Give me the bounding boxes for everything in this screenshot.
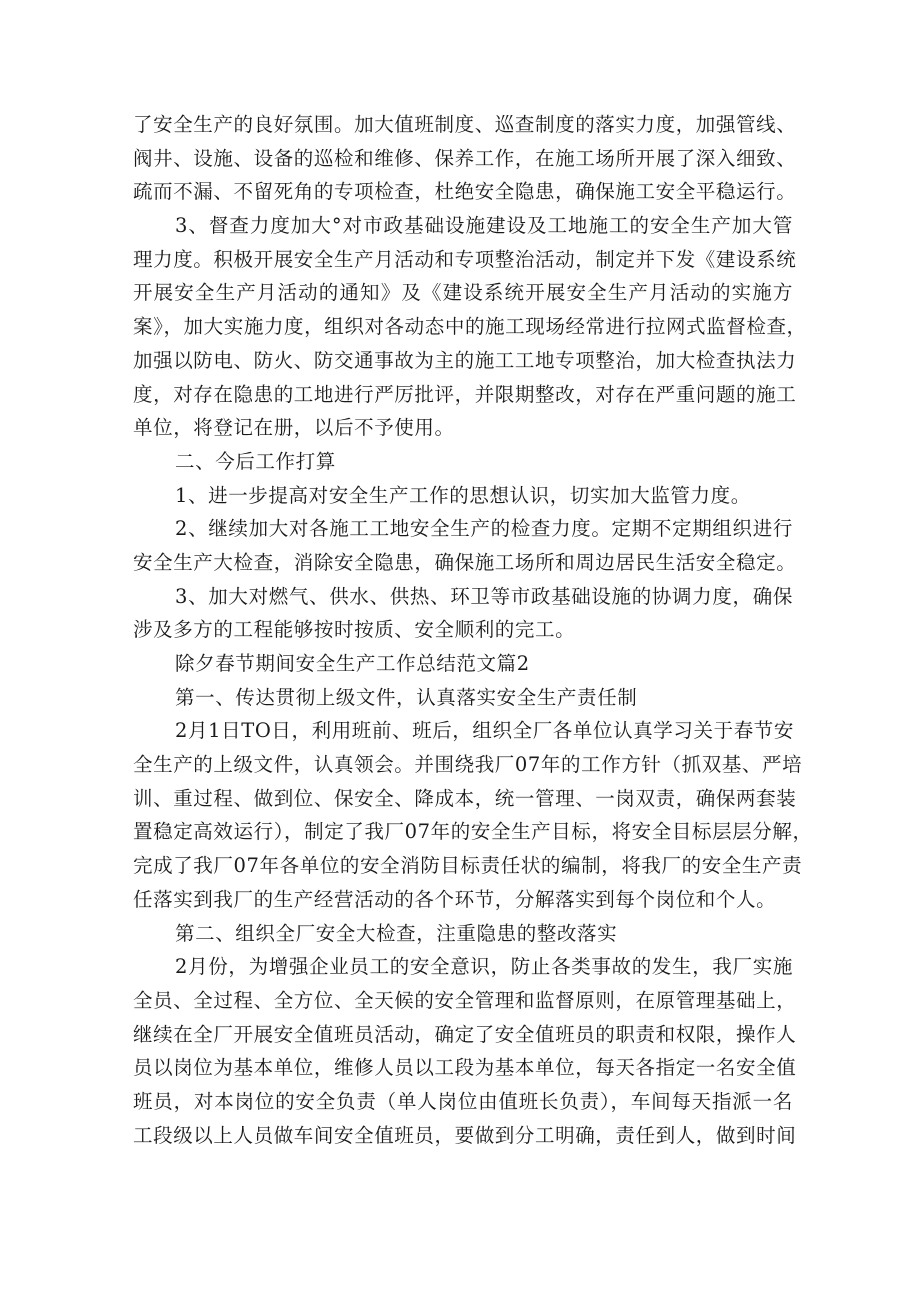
- text-line: 度，对存在隐患的工地进行严厉批评，并限期整改，对存在严重问题的施工: [133, 382, 797, 406]
- text-line: 案》，加大实施力度，组织对各动态中的施工现场经常进行拉网式监督检查，: [133, 315, 807, 339]
- text-line: 2月1日TO日，利用班前、班后，组织全厂各单位认真学习关于春节安: [175, 719, 795, 743]
- text-line: 安全生产大检查，消除安全隐患，确保施工场所和周边居民生活安全稳定。: [133, 550, 797, 574]
- text-line: 工段级以上人员做车间安全值班员，要做到分工明确，责任到人，做到时间: [133, 1123, 797, 1147]
- text-line: 疏而不漏、不留死角的专项检查，杜绝安全隐患，确保施工安全平稳运行。: [133, 180, 797, 204]
- text-line: 全生产的上级文件，认真领会。并围绕我厂07年的工作方针（抓双基、严培: [133, 753, 803, 777]
- text-line: 全员、全过程、全方位、全天候的安全管理和监督原则，在原管理基础上，: [133, 988, 797, 1012]
- text-line: 班员，对本岗位的安全负责（单人岗位由值班长负责），车间每天指派一名: [133, 1089, 793, 1113]
- text-line: 任落实到我厂的生产经营活动的各个环节，分解落实到每个岗位和个人。: [133, 887, 777, 911]
- text-line: 3、加大对燃气、供水、供热、环卫等市政基础设施的协调力度，确保: [175, 584, 793, 608]
- text-line: 了安全生产的良好氛围。加大值班制度、巡查制度的落实力度，加强管线、: [133, 113, 797, 136]
- text-line: 1、进一步提高对安全生产工作的思想认识，切实加大监管力度。: [175, 483, 751, 507]
- text-line: 开展安全生产月活动的通知》及《建设系统开展安全生产月活动的实施方: [133, 281, 793, 305]
- document-body: [133, 108, 813, 1152]
- text-line: 继续在全厂开展安全值班员活动，确定了安全值班员的职责和权限，操作人: [133, 1022, 797, 1046]
- text-line: 理力度。积极开展安全生产月活动和专项整治活动，制定并下发《建设系统: [133, 247, 797, 271]
- text-line: 单位，将登记在册，以后不予使用。: [133, 416, 455, 440]
- text-line: 除夕春节期间安全生产工作总结范文篇2: [175, 652, 530, 675]
- text-line: 涉及多方的工程能够按时按质、安全顺利的完工。: [133, 618, 576, 642]
- text-line: 训、重过程、做到位、保安全、降成本，统一管理、一岗双责，确保两套装: [133, 786, 797, 810]
- text-line: 2月份，为增强企业员工的安全意识，防止各类事故的发生，我厂实施: [175, 955, 793, 979]
- text-line: 阀井、设施、设备的巡检和维修、保养工作，在施工场所开展了深入细致、: [133, 146, 797, 170]
- text-line: 第二、组织全厂安全大检查，注重隐患的整改落实: [175, 921, 618, 945]
- text-line: 3、督查力度加大°对市政基础设施建设及工地施工的安全生产加大管: [175, 214, 793, 238]
- text-line: 加强以防电、防火、防交通事故为主的施工工地专项整治，加大检查执法力: [133, 348, 797, 372]
- text-line: 完成了我厂07年各单位的安全消防目标责任状的编制，将我厂的安全生产责: [133, 854, 803, 878]
- text-line: 二、今后工作打算: [175, 449, 336, 473]
- text-line: 置稳定高效运行），制定了我厂07年的安全生产目标，将安全目标层层分解，: [133, 820, 813, 844]
- text-line: 员以岗位为基本单位，维修人员以工段为基本单位，每天各指定一名安全值: [133, 1056, 797, 1080]
- text-line: 2、继续加大对各施工工地安全生产的检查力度。定期不定期组织进行: [175, 517, 793, 541]
- text-line: 第一、传达贯彻上级文件，认真落实安全生产责任制: [175, 685, 638, 709]
